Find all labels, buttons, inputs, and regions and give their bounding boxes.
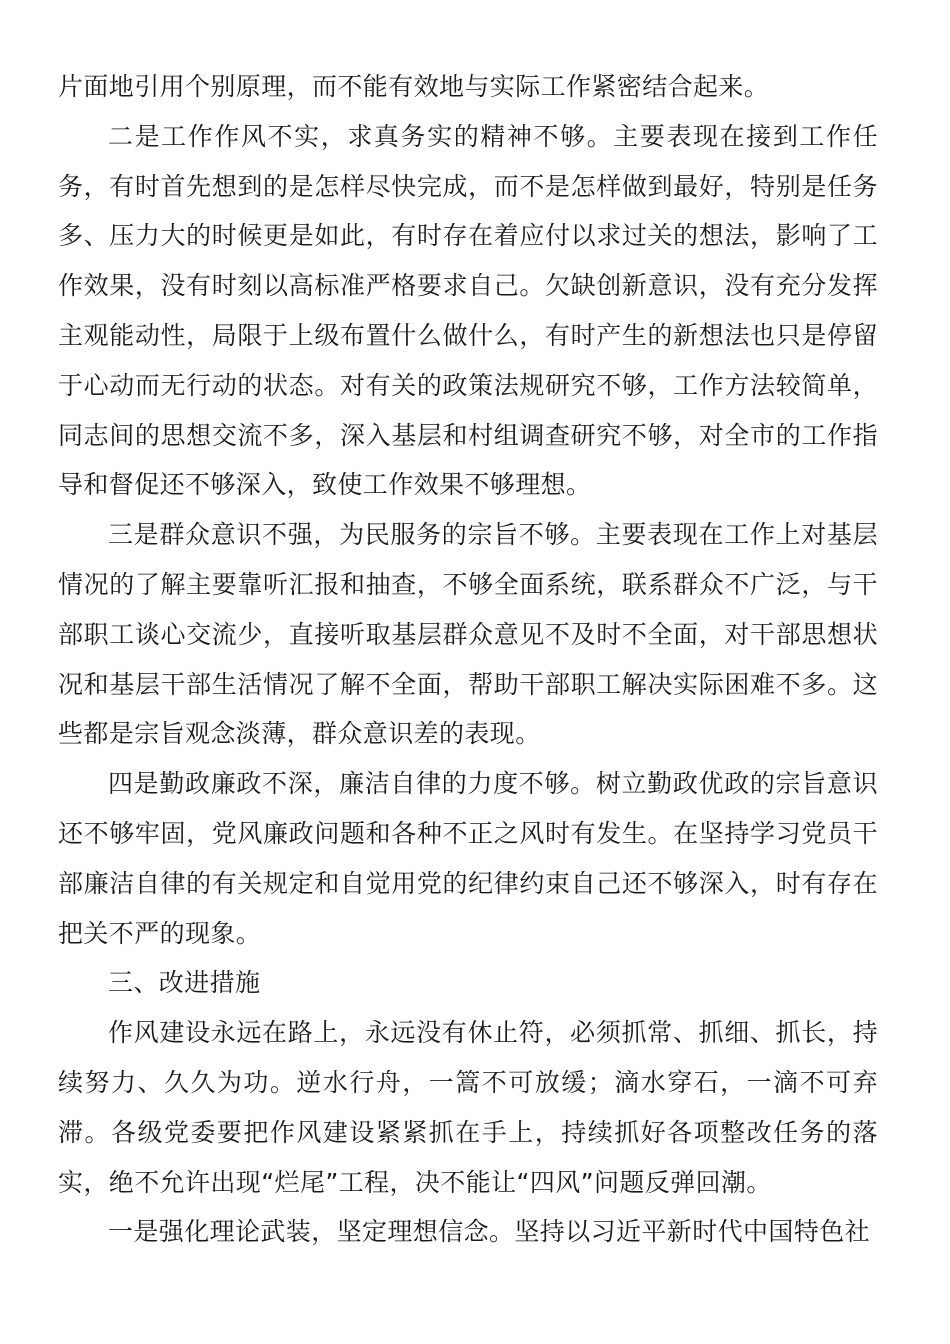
paragraph-integrity: 四是勤政廉政不深，廉洁自律的力度不够。树立勤政优政的宗旨意识还不够牢固，党风廉政问题和各种不正之风时有发生。在坚持学习党员干部廉洁自律的有关规定和自觉用党的纪律约束自己还不够深入，时有存在把关不严的现象。 bbox=[58, 769, 878, 948]
paragraph-theory-armament: 一是强化理论武装，坚定理想信念。坚持以习近平新时代中国特色社 bbox=[108, 1217, 871, 1247]
document-body bbox=[58, 62, 878, 1257]
paragraph-continuation: 片面地引用个别原理，而不能有效地与实际工作紧密结合起来。 bbox=[58, 72, 770, 101]
paragraph-mass-awareness: 三是群众意识不强，为民服务的宗旨不够。主要表现在工作上对基层情况的了解主要靠听汇报和抽查，不够全面系统，联系群众不广泛，与干部职工谈心交流少，直接听取基层群众意见不及时不全面，对干部思想状况和基层干部生活情况了解不全面，帮助干部职工解决实际困难不多。这些都是宗旨观念淡薄，群众意识差的表现。 bbox=[58, 520, 878, 749]
paragraph-improvement-intro: 作风建设永远在路上，永远没有休止符，必须抓常、抓细、抓长，持续努力、久久为功。逆水行舟，一篙不可放缓；滴水穿石，一滴不可弃滞。各级党委要把作风建设紧紧抓在手上，持续抓好各项整改任务的落实，绝不允许出现“烂尾”工程，决不能让“四风”问题反弹回潮。 bbox=[58, 1018, 878, 1197]
paragraph-work-style: 二是工作作风不实，求真务实的精神不够。主要表现在接到工作任务，有时首先想到的是怎样尽快完成，而不是怎样做到最好，特别是任务多、压力大的时候更是如此，有时存在着应付以求过关的想法，影响了工作效果，没有时刻以高标准严格要求自己。欠缺创新意识，没有充分发挥主观能动性，局限于上级布置什么做什么，有时产生的新想法也只是停留于心动而无行动的状态。对有关的政策法规研究不够，工作方法较简单，同志间的思想交流不多，深入基层和村组调查研究不够，对全市的工作指导和督促还不够深入，致使工作效果不够理想。 bbox=[58, 121, 878, 500]
section-heading-improvement-measures: 三、改进措施 bbox=[108, 968, 261, 998]
